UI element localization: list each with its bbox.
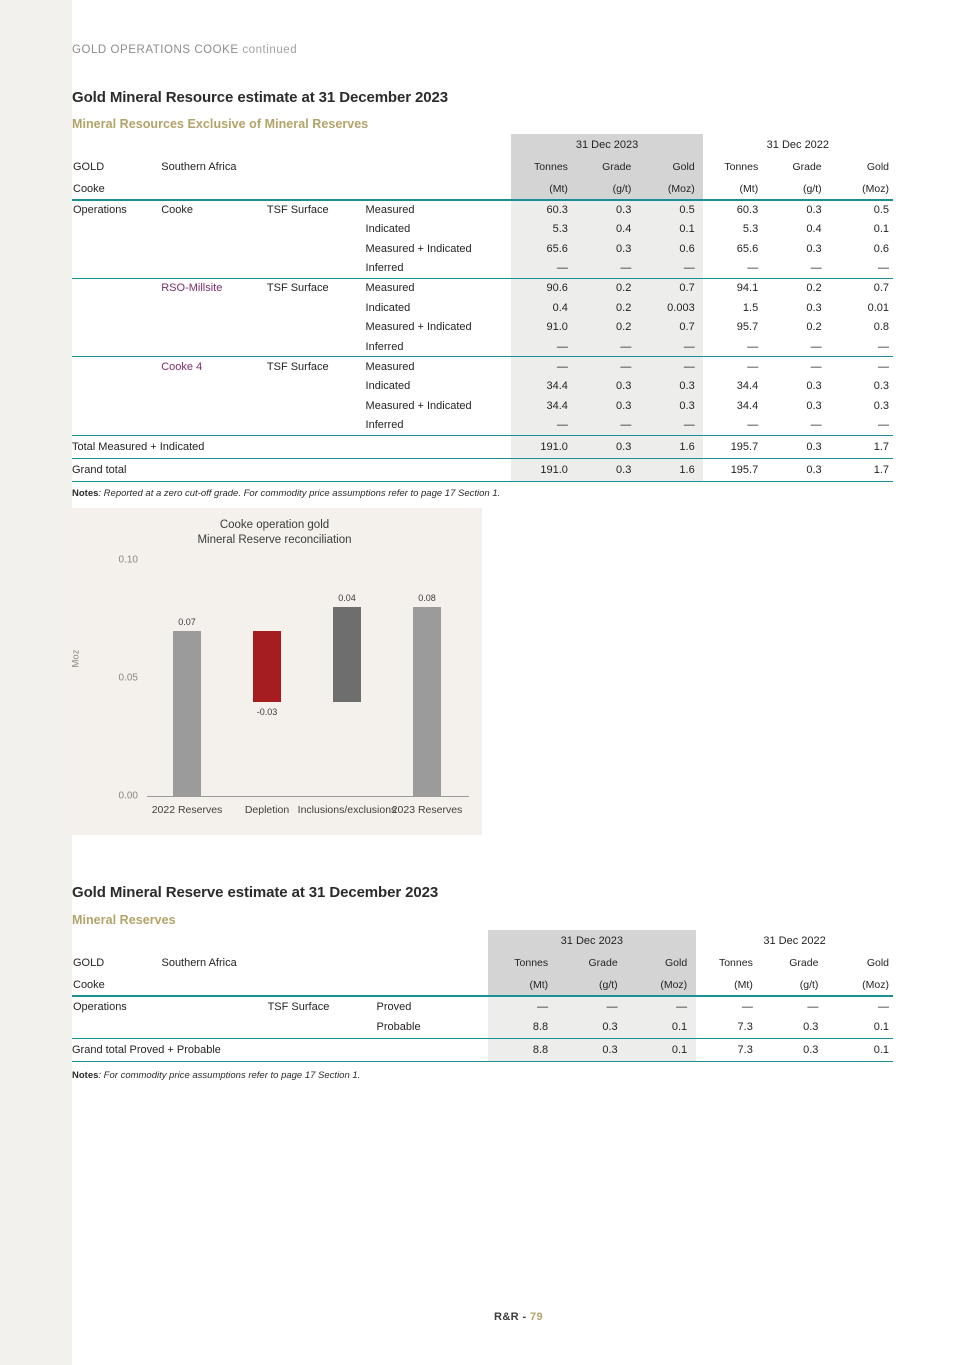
- row-value-cell: 0.3: [766, 200, 829, 220]
- table-row: [72, 416, 893, 436]
- row-value-cell: 0.5: [830, 200, 893, 220]
- chart-x-tick-label: 2022 Reserves: [151, 804, 223, 816]
- resource-col-header-4: Grade: [792, 161, 822, 173]
- row-operations-cell: Operations: [72, 200, 161, 220]
- row-value-cell: —: [511, 416, 576, 436]
- resource-notes-label: Notes: [72, 488, 99, 499]
- resource-group-2022: 31 Dec 2022: [766, 139, 830, 151]
- row-value-cell: —: [639, 416, 702, 436]
- spacer-cell: [161, 974, 267, 996]
- row-value-cell: 0.6: [873, 242, 889, 255]
- total-value-cell: 0.3: [576, 435, 639, 458]
- row-value-cell: —: [762, 996, 828, 1017]
- row-asset-cell: [161, 376, 267, 396]
- total-value-cell: 1.7: [830, 435, 893, 458]
- row-value-cell: —: [557, 996, 627, 1017]
- rule-cell: [72, 1061, 893, 1062]
- row-value-cell: 0.5: [639, 200, 702, 220]
- row-category-cell: Indicated: [365, 380, 411, 393]
- row-asset-cell: [161, 259, 267, 279]
- row-value-cell: —: [639, 357, 702, 377]
- row-value-cell: —: [639, 259, 702, 279]
- row-value-cell: 0.2: [576, 278, 639, 298]
- row-operations-cell: [72, 337, 161, 357]
- row-asset-cell: [161, 996, 267, 1017]
- chart-x-tick-label: 2023 Reserves: [391, 804, 463, 816]
- chart-y-tick-label: 0.05: [118, 672, 138, 684]
- resource-section-subtitle: Mineral Resources Exclusive of Mineral Reserves: [72, 117, 369, 131]
- row-asset-cell: [161, 298, 267, 318]
- table-row: [72, 376, 893, 396]
- total-value-cell: 0.1: [627, 1038, 697, 1061]
- reserve-section-title: Gold Mineral Reserve estimate at 31 December 2023: [72, 884, 439, 901]
- reserve-section-subtitle: Mineral Reserves: [72, 913, 176, 927]
- resource-col-unit-0: (Mt): [511, 178, 576, 200]
- resource-notes-text: : Reported at a zero cut-off grade. For commodity price assumptions refer to page 17 Section 1.: [98, 488, 501, 499]
- resource-notes: [72, 488, 500, 499]
- chart-y-axis-label: Moz: [70, 649, 82, 667]
- row-value-cell: —: [627, 996, 697, 1017]
- total-value-cell: 7.3: [696, 1038, 762, 1061]
- row-value-cell: —: [576, 337, 639, 357]
- reserve-col-unit-5: (Moz): [862, 978, 889, 991]
- reserve-corner-cooke: Cooke: [73, 978, 105, 991]
- row-value-cell: —: [576, 259, 639, 279]
- row-value-cell: 0.8: [873, 321, 889, 334]
- row-value-cell: 91.0: [511, 318, 576, 338]
- reserve-corner-gold: GOLD: [73, 957, 105, 969]
- row-value-cell: —: [511, 259, 576, 279]
- resource-col-unit-2: (Moz): [639, 178, 702, 200]
- footer-prefix: R&R -: [493, 1311, 530, 1323]
- reserve-column-header-row: [72, 952, 893, 974]
- row-asset-cell: RSO-Millsite: [161, 278, 267, 298]
- row-operations-cell: [72, 376, 161, 396]
- row-value-cell: 0.3: [873, 399, 889, 412]
- spacer-cell: [366, 178, 512, 200]
- row-category-cell: Inferred: [365, 419, 404, 432]
- spacer-cell: [72, 134, 161, 156]
- reserve-col-header-0: Tonnes: [488, 952, 558, 974]
- row-category-cell: Measured: [366, 278, 512, 298]
- row-value-cell: 0.3: [803, 1021, 819, 1034]
- row-operations-cell: [72, 416, 161, 436]
- row-value-cell: 34.4: [736, 399, 759, 412]
- chart-x-tick-label: Inclusions/exclusions: [297, 804, 397, 816]
- row-value-cell: 65.6: [511, 239, 576, 259]
- chart-title: [67, 518, 482, 548]
- chart-x-axis-line: [147, 796, 469, 797]
- total-value-cell: 1.7: [830, 458, 893, 481]
- table-row: [72, 996, 893, 1017]
- row-value-cell: 0.2: [766, 278, 829, 298]
- row-value-cell: 95.7: [736, 321, 759, 334]
- chart-title-line1: Cooke operation gold: [219, 519, 330, 531]
- row-value-cell: 0.01: [867, 301, 889, 314]
- reserve-reconciliation-chart: [67, 508, 482, 835]
- chart-x-tick-label: Depletion: [244, 804, 290, 816]
- row-value-cell: 0.3: [639, 376, 702, 396]
- row-value-cell: —: [878, 340, 889, 353]
- row-asset-cell: [161, 220, 267, 240]
- spacer-cell: [267, 178, 366, 200]
- reserve-notes-text: : For commodity price assumptions refer to page 17 Section 1.: [98, 1070, 361, 1081]
- resource-corner-gold: GOLD: [73, 161, 105, 173]
- spacer-cell: [377, 930, 488, 952]
- row-value-cell: 0.3: [639, 396, 702, 416]
- page-left-margin-strip: [0, 0, 72, 1365]
- row-value-cell: 0.7: [830, 278, 893, 298]
- row-value-cell: 0.1: [627, 1017, 697, 1038]
- row-type-cell: TSF Surface: [267, 357, 366, 377]
- table-row: [72, 200, 893, 220]
- chart-bar: [173, 616, 201, 796]
- table-total-row: [72, 458, 893, 481]
- reserve-notes-label: Notes: [72, 1070, 99, 1081]
- row-value-cell: 65.6: [736, 242, 759, 255]
- row-value-cell: —: [747, 262, 759, 275]
- row-value-cell: 0.2: [576, 298, 639, 318]
- total-value-cell: 0.3: [766, 435, 829, 458]
- row-value-cell: 60.3: [511, 200, 576, 220]
- row-value-cell: 90.6: [511, 278, 576, 298]
- row-value-cell: 0.3: [576, 376, 639, 396]
- total-value-cell: 191.0: [511, 435, 576, 458]
- row-type-cell: TSF Surface: [268, 996, 377, 1017]
- resource-col-header-5: Gold: [866, 161, 889, 173]
- row-category-cell: Proved: [377, 996, 488, 1017]
- chart-bar-value-label: 0.04: [338, 593, 356, 604]
- row-value-cell: 0.003: [639, 298, 702, 318]
- row-value-cell: 0.1: [639, 220, 702, 240]
- row-value-cell: —: [810, 262, 822, 275]
- row-value-cell: 0.3: [557, 1017, 627, 1038]
- row-type-cell: [267, 239, 366, 259]
- spacer-cell: [268, 952, 377, 974]
- reserve-table-body: [72, 996, 893, 1062]
- resource-table-head: [72, 134, 893, 200]
- row-value-cell: —: [576, 416, 639, 436]
- resource-column-header-row: [72, 156, 893, 178]
- row-value-cell: —: [511, 357, 576, 377]
- row-value-cell: —: [576, 357, 639, 377]
- running-head-main: GOLD OPERATIONS COOKE: [72, 44, 239, 56]
- reserve-col-unit-4: (g/t): [799, 978, 819, 991]
- row-type-cell: [267, 220, 366, 240]
- row-value-cell: 0.3: [806, 242, 822, 255]
- total-value-cell: 0.3: [557, 1038, 627, 1061]
- total-value-cell: 1.6: [639, 458, 702, 481]
- row-operations-cell: Operations: [72, 996, 161, 1017]
- row-value-cell: 0.4: [511, 298, 576, 318]
- row-value-cell: —: [830, 357, 893, 377]
- row-type-cell: [267, 396, 366, 416]
- chart-title-line2: Mineral Reserve reconciliation: [197, 534, 352, 546]
- reserve-notes: [72, 1070, 360, 1081]
- chart-bar-value-label: 0.08: [418, 593, 436, 604]
- spacer-cell: [268, 930, 377, 952]
- resource-group-header-row: [72, 134, 893, 156]
- reserve-group-header-row: [72, 930, 893, 952]
- chart-bar: [413, 593, 441, 796]
- chart-plot-area: [118, 554, 467, 802]
- row-value-cell: —: [810, 340, 822, 353]
- row-operations-cell: [72, 357, 161, 377]
- reserve-col-header-2: Gold: [627, 952, 697, 974]
- reserve-col-unit-3: (Mt): [734, 978, 753, 991]
- resource-col-header-3: Tonnes: [724, 161, 759, 173]
- reserve-col-header-1: Grade: [557, 952, 627, 974]
- row-value-cell: —: [703, 357, 767, 377]
- total-value-cell: 0.3: [576, 458, 639, 481]
- row-value-cell: 0.1: [873, 1021, 889, 1034]
- chart-bar-value-label: 0.07: [178, 616, 196, 627]
- spacer-cell: [377, 974, 488, 996]
- resource-table-body: [72, 200, 893, 482]
- row-category-cell: Probable: [376, 1021, 421, 1034]
- table-row: [72, 318, 893, 338]
- table-row: [72, 239, 893, 259]
- row-value-cell: 0.7: [639, 278, 702, 298]
- reserve-col-header-4: Grade: [789, 957, 819, 969]
- row-category-cell: Measured: [366, 357, 512, 377]
- row-category-cell: Measured + Indicated: [365, 242, 472, 255]
- row-type-cell: TSF Surface: [267, 278, 366, 298]
- row-value-cell: —: [766, 357, 829, 377]
- resource-col-unit-1: (g/t): [576, 178, 639, 200]
- row-category-cell: Indicated: [365, 223, 411, 236]
- total-label-cell: Grand total: [72, 458, 511, 481]
- table-bottom-rule: [72, 1061, 893, 1062]
- row-category-cell: Measured: [366, 200, 512, 220]
- reserve-col-unit-1: (g/t): [557, 974, 627, 996]
- row-value-cell: —: [878, 262, 889, 275]
- reserve-group-2022: 31 Dec 2022: [763, 935, 826, 947]
- footer-page-number: 79: [529, 1311, 544, 1323]
- table-total-row: [72, 435, 893, 458]
- row-value-cell: 0.3: [806, 380, 822, 393]
- row-value-cell: 0.3: [576, 200, 639, 220]
- row-value-cell: 0.1: [873, 223, 889, 236]
- spacer-cell: [161, 930, 267, 952]
- table-row: [72, 337, 893, 357]
- row-value-cell: 0.6: [639, 239, 702, 259]
- page-content: [72, 0, 965, 1365]
- resource-col-unit-3: (Mt): [739, 182, 759, 195]
- row-value-cell: 0.4: [806, 223, 822, 236]
- row-value-cell: 34.4: [511, 396, 576, 416]
- row-value-cell: 0.3: [576, 396, 639, 416]
- row-value-cell: 0.3: [873, 380, 889, 393]
- row-value-cell: 8.8: [488, 1017, 558, 1038]
- reserve-col-unit-0: (Mt): [488, 974, 558, 996]
- resource-unit-header-row: [72, 178, 893, 200]
- row-value-cell: 60.3: [703, 200, 767, 220]
- total-value-cell: 8.8: [488, 1038, 558, 1061]
- chart-y-tick-label: 0.10: [118, 554, 138, 566]
- row-value-cell: 0.3: [806, 399, 822, 412]
- row-value-cell: 7.3: [737, 1021, 753, 1034]
- total-value-cell: 195.7: [703, 458, 767, 481]
- row-value-cell: —: [488, 996, 558, 1017]
- table-row: [72, 396, 893, 416]
- row-value-cell: —: [827, 996, 893, 1017]
- row-asset-cell: Cooke: [161, 200, 267, 220]
- total-label-cell: Grand total Proved + Probable: [72, 1038, 488, 1061]
- row-asset-cell: [161, 396, 267, 416]
- total-value-cell: 0.3: [762, 1038, 828, 1061]
- table-row: [72, 357, 893, 377]
- row-category-cell: Indicated: [365, 301, 411, 314]
- row-category-cell: Inferred: [365, 262, 404, 275]
- row-value-cell: —: [639, 337, 702, 357]
- spacer-cell: [366, 134, 512, 156]
- mineral-resource-table: [72, 134, 893, 482]
- resource-col-header-2: Gold: [639, 156, 702, 178]
- row-type-cell: [267, 416, 366, 436]
- spacer-cell: [267, 134, 366, 156]
- spacer-cell: [377, 952, 488, 974]
- table-total-row: [72, 1038, 893, 1061]
- table-row: [72, 220, 893, 240]
- resource-col-unit-4: (g/t): [802, 182, 822, 195]
- row-operations-cell: [72, 259, 161, 279]
- resource-corner-cooke: Cooke: [73, 182, 105, 195]
- running-head-suffix: continued: [238, 44, 298, 56]
- row-value-cell: —: [511, 337, 576, 357]
- row-value-cell: —: [810, 419, 822, 432]
- spacer-cell: [267, 156, 366, 178]
- total-value-cell: 0.3: [766, 458, 829, 481]
- row-asset-cell: Cooke 4: [161, 357, 267, 377]
- row-operations-cell: [72, 239, 161, 259]
- page-footer: [72, 1311, 965, 1323]
- row-asset-cell: [161, 318, 267, 338]
- spacer-cell: [366, 156, 512, 178]
- chart-bar: [333, 593, 361, 701]
- rule-cell: [72, 481, 893, 482]
- row-value-cell: 0.4: [576, 220, 639, 240]
- reserve-corner-region: Southern Africa: [161, 957, 237, 969]
- table-row: [72, 278, 893, 298]
- row-type-cell: [267, 259, 366, 279]
- reserve-col-header-5: Gold: [866, 957, 889, 969]
- table-row: [72, 259, 893, 279]
- row-operations-cell: [72, 298, 161, 318]
- total-value-cell: 0.1: [827, 1038, 893, 1061]
- row-category-cell: Measured + Indicated: [365, 399, 472, 412]
- row-type-cell: [267, 318, 366, 338]
- row-type-cell: [267, 337, 366, 357]
- resource-col-header-1: Grade: [576, 156, 639, 178]
- row-type-cell: TSF Surface: [267, 200, 366, 220]
- row-asset-cell: [161, 337, 267, 357]
- row-operations-cell: [72, 278, 161, 298]
- spacer-cell: [72, 930, 161, 952]
- row-type-cell: [267, 298, 366, 318]
- chart-bar-value-label: -0.03: [256, 706, 278, 717]
- row-value-cell: 0.7: [639, 318, 702, 338]
- row-value-cell: 34.4: [511, 376, 576, 396]
- row-value-cell: —: [696, 996, 762, 1017]
- row-value-cell: 0.2: [806, 321, 822, 334]
- resource-col-unit-5: (Moz): [862, 182, 889, 195]
- total-value-cell: 195.7: [703, 435, 767, 458]
- spacer-cell: [161, 178, 267, 200]
- resource-corner-region: Southern Africa: [161, 161, 237, 173]
- row-value-cell: —: [747, 340, 759, 353]
- running-head: [72, 44, 297, 56]
- row-operations-cell: [72, 220, 161, 240]
- chart-y-tick-label: 0.00: [118, 790, 138, 802]
- row-operations-cell: [72, 396, 161, 416]
- table-row: [72, 298, 893, 318]
- total-value-cell: 1.6: [639, 435, 702, 458]
- reserve-group-2023: 31 Dec 2023: [488, 930, 697, 952]
- row-value-cell: 0.2: [576, 318, 639, 338]
- reserve-col-unit-2: (Moz): [627, 974, 697, 996]
- row-type-cell: [268, 1017, 377, 1038]
- row-asset-cell: [161, 416, 267, 436]
- reserve-unit-header-row: [72, 974, 893, 996]
- row-asset-cell: [161, 1017, 267, 1038]
- row-asset-cell: [161, 239, 267, 259]
- row-operations-cell: [72, 318, 161, 338]
- row-operations-cell: [72, 1017, 161, 1038]
- chart-bar: [253, 631, 281, 717]
- row-value-cell: 5.3: [742, 223, 759, 236]
- row-category-cell: Inferred: [365, 340, 404, 353]
- row-category-cell: Measured + Indicated: [365, 321, 472, 334]
- reserve-table-head: [72, 930, 893, 996]
- spacer-cell: [161, 134, 267, 156]
- row-value-cell: —: [747, 419, 759, 432]
- row-value-cell: 0.3: [576, 239, 639, 259]
- row-value-cell: 5.3: [511, 220, 576, 240]
- row-value-cell: —: [878, 419, 889, 432]
- resource-group-2023: 31 Dec 2023: [511, 134, 702, 156]
- resource-col-header-0: Tonnes: [511, 156, 576, 178]
- reserve-col-header-3: Tonnes: [718, 957, 753, 969]
- total-value-cell: 191.0: [511, 458, 576, 481]
- row-value-cell: 34.4: [736, 380, 759, 393]
- spacer-cell: [268, 974, 377, 996]
- table-row: [72, 1017, 893, 1038]
- mineral-reserve-table: [72, 930, 893, 1062]
- total-label-cell: Total Measured + Indicated: [72, 435, 511, 458]
- row-value-cell: 0.3: [806, 301, 822, 314]
- row-value-cell: 1.5: [742, 301, 759, 314]
- table-bottom-rule: [72, 481, 893, 482]
- row-value-cell: 94.1: [703, 278, 767, 298]
- resource-section-title: Gold Mineral Resource estimate at 31 December 2023: [72, 89, 449, 106]
- row-type-cell: [267, 376, 366, 396]
